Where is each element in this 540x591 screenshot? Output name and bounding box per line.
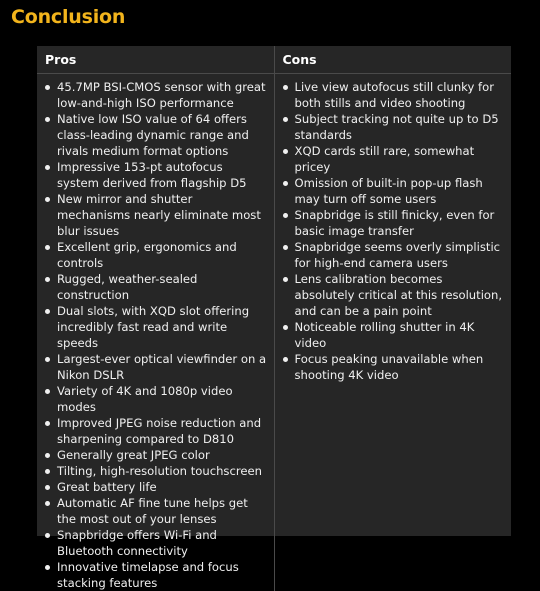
cons-list-item: Subject tracking not quite up to D5 standards: [281, 111, 506, 143]
pros-list-item: Variety of 4K and 1080p video modes: [43, 383, 268, 415]
pros-list-item: Native low ISO value of 64 offers class-leading dynamic range and rivals medium format options: [43, 111, 268, 159]
cons-list-item: Lens calibration becomes absolutely critical at this resolution, and can be a pain point: [281, 271, 506, 319]
cons-list-item: Snapbridge seems overly simplistic for high-end camera users: [281, 239, 506, 271]
cons-list-item: Snapbridge is still finicky, even for basic image transfer: [281, 207, 506, 239]
cons-list-item: Noticeable rolling shutter in 4K video: [281, 319, 506, 351]
pros-list-item: Improved JPEG noise reduction and sharpening compared to D810: [43, 415, 268, 447]
cons-list: [281, 79, 506, 383]
pros-list-item: Impressive 153-pt autofocus system derived from flagship D5: [43, 159, 268, 191]
pros-list-item: Innovative timelapse and focus stacking features: [43, 559, 268, 591]
pros-list-item: New mirror and shutter mechanisms nearly eliminate most blur issues: [43, 191, 268, 239]
cons-list-item: XQD cards still rare, somewhat pricey: [281, 143, 506, 175]
table-header-row: [37, 46, 511, 74]
pros-list-item: Snapbridge offers Wi-Fi and Bluetooth connectivity: [43, 527, 268, 559]
cons-list-item: Omission of built-in pop-up flash may turn off some users: [281, 175, 506, 207]
pros-list-item: Largest-ever optical viewfinder on a Nikon DSLR: [43, 351, 268, 383]
cons-list-item: Focus peaking unavailable when shooting 4K video: [281, 351, 506, 383]
page-title: Conclusion: [11, 4, 125, 30]
cons-cell: [274, 74, 511, 591]
pros-list-item: Rugged, weather-sealed construction: [43, 271, 268, 303]
pros-list: [43, 79, 268, 591]
pros-list-item: Excellent grip, ergonomics and controls: [43, 239, 268, 271]
pros-list-item: 45.7MP BSI-CMOS sensor with great low-and-high ISO performance: [43, 79, 268, 111]
pros-list-item: Automatic AF fine tune helps get the most out of your lenses: [43, 495, 268, 527]
pros-cons-table-container: [37, 46, 511, 536]
pros-list-item: Generally great JPEG color: [43, 447, 268, 463]
pros-cons-table: [37, 46, 511, 591]
pros-list-item: Tilting, high-resolution touchscreen: [43, 463, 268, 479]
cons-list-item: Live view autofocus still clunky for both stills and video shooting: [281, 79, 506, 111]
pros-list-item: Dual slots, with XQD slot offering incredibly fast read and write speeds: [43, 303, 268, 351]
pros-cell: [37, 74, 274, 591]
pros-header: Pros: [37, 46, 274, 74]
pros-list-item: Great battery life: [43, 479, 268, 495]
cons-header: Cons: [274, 46, 511, 74]
table-body-row: [37, 74, 511, 591]
